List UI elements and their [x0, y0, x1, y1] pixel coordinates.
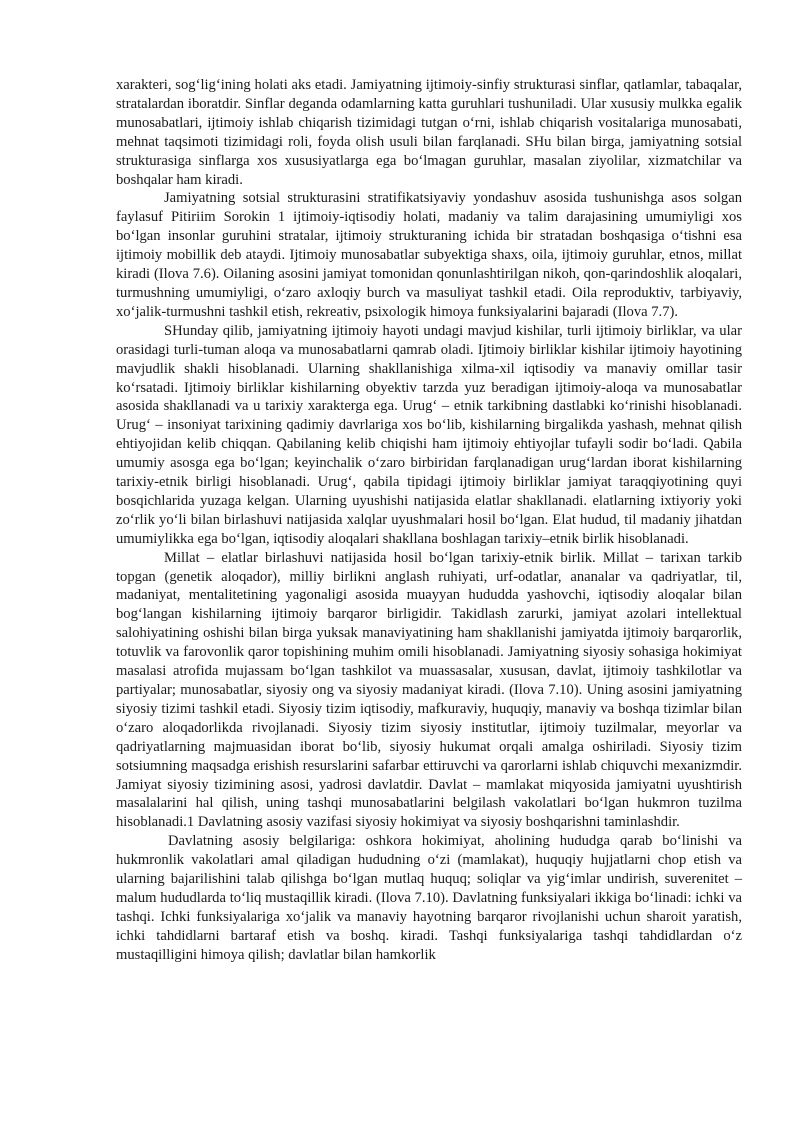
paragraph-social-structure: xarakteri, sog‘lig‘ining holati aks etadi. Jamiyatning ijtimoiy-sinfiy strukturasi sinflar, qatlamlar, tabaqalar, stratalardan iboratdir. Sinflar deganda odamlarning katta guruhlari tushuniladi. Ular xususiy mulkka egalik munosabatlari, ijtimoiy ishlab chiqarish tizimidagi tutgan o‘rni, ishlab chiqarish vositalariga munosabati, mehnat taqsimoti tizimidagi roli, foyda olish usuli bilan farqlanadi. SHu bilan birga, jamiyatning sotsial strukturasiga sinflarga xos xususiyatlarga ega bo‘lmagan guruhlar, masalan ziyolilar, xizmatchilar va boshqalar ham kiradi.: [116, 77, 742, 188]
paragraph-social-communities: SHunday qilib, jamiyatning ijtimoiy hayoti undagi mavjud kishilar, turli ijtimoiy birliklar, va ular orasidagi turli-tuman aloqa va munosabatlarni qamrab oladi. Ijtimoiy birliklar kishilar ijtimoiy hayotining mavjudlik shakli hisoblanadi. Ularning shakllanishiga xilma-xil iqtisodiy va manaviy omillar tasir ko‘rsatadi. Ijtimoiy birliklar kishilarning obyektiv tarzda yuz beradigan ijtimoiy-aloqa va munosabatlar asosida shakllanadi va u tarixiy xarakterga ega. Urug‘ – etnik tarkibning dastlabki ko‘rinishi hisoblanadi. Urug‘ – insoniyat tarixining qadimiy davrlariga xos bo‘lib, kishilarning birgalikda yashash, mehnat qilish ehtiyojidan kelib chiqqan. Qabilaning kelib chiqishi ham ijtimoiy ehtiyojlar tufayli sodir bo‘ladi. Qabila umumiy asosga ega bo‘lgan; keyinchalik o‘zaro birbiridan farqlanadigan urug‘lardan iborat kishilarning tarixiy-etnik birligi hisoblanadi. Urug‘, qabila tipidagi ijtimoiy birliklar jamiyat taraqqiyotining quyi bosqichlarida yuzaga kelgan. Ularning uyushishi natijasida elatlar shakllanadi. elatlarning ixtiyoriy yoki zo‘rlik yo‘li bilan birlashuvi natijasida xalqlar uyushmalari hosil bo‘lgan. Elat hudud, til madaniy jihatdan umumiylikka ega bo‘lgan, iqtisodiy aloqalari shakllana boshlagan tarixiy–etnik birlik hisoblanadi.: [116, 322, 742, 547]
paragraph-stratification: Jamiyatning sotsial strukturasini stratifikatsiyaviy yondashuv asosida tushunishga asos solgan faylasuf Pitiriim Sorokin 1 ijtimoiy-iqtisodiy holati, madaniy va talim darajasining umumiyligi xos bo‘lgan insonlar guruhini stratalar, ijtimoiy strukturaning ichida bir stratadan boshqasiga o‘tishni esa ijtimoiy mobillik deb ataydi. Ijtimoiy munosabatlar subyektiga shaxs, oila, ijtimoiy guruhlar, etnos, millat kiradi (Ilova 7.6). Oilaning asosini jamiyat tomonidan qonunlashtirilgan nikoh, qon-qarindoshlik aloqalari, turmushning umumiyligi, o‘zaro axloqiy burch va masuliyat tashkil etadi. Oila reproduktiv, tarbiyaviy, xo‘jalik-turmushni tashkil etish, rekreativ, psixologik himoya funksiyalarini bajaradi (Ilova 7.7).: [116, 190, 742, 320]
document-page: [116, 76, 742, 965]
paragraph-nation-and-state: Millat – elatlar birlashuvi natijasida hosil bo‘lgan tarixiy-etnik birlik. Millat – tarixan tarkib topgan (genetik aloqador), milliy birlikni anglash ruhiyati, urf-odatlar, ananalar va qadriyatlar, til, madaniyat, mentalitetining yagonaligi asosida muayyan hududda yashovchi, iqtisodiy aloqalar bilan bog‘langan kishilarning ijtimoiy barqaror birligidir. Takidlash zarurki, jamiyat azolari intellektual salohiyatining oshishi bilan birga yuksak manaviyatining ham shakllanishi jamiyatda ijtimoiy barqarorlik, totuvlik va farovonlik qaror topishining muhim omili hisoblanadi. Jamiyatning siyosiy sohasiga hokimiyat masalasi atrofida mujassam bo‘lgan tashkilot va muassasalar, xususan, davlat, ijtimoiy tashkilotlar va partiyalar; munosabatlar, siyosiy ong va siyosiy madaniyat kiradi. (Ilova 7.10). Uning asosini jamiyatning siyosiy tizimi tashkil etadi. Siyosiy tizim iqtisodiy, mafkuraviy, huquqiy, manaviy va boshqa tizimlar bilan o‘zaro aloqadorlikda rivojlanadi. Siyosiy tizim siyosiy institutlar, ijtimoiy tuzilmalar, meyorlar va qadriyatlarning majmuasidan iborat bo‘lib, siyosiy hukumat orqali amalga oshiriladi. Siyosiy tizim sotsiumning maqsadga erishish resurslarini safarbar ettiruvchi va qarorlarni ishlab chiquvchi mexanizmdir. Jamiyat siyosiy tizimining asosi, yadrosi davlatdir. Davlat – mamlakat miqyosida jamiyatni uyushtirish masalalarini hal qilish, uning tashqi munosabatlarini belgilash vakolatlari bo‘lgan hukmron tuzilma hisoblanadi.1 Davlatning asosiy vazifasi siyosiy hokimiyat va siyosiy boshqarishni taminlashdir.: [116, 549, 742, 831]
paragraph-state-features: Davlatning asosiy belgilariga: oshkora hokimiyat, aholining hududga qarab bo‘linishi va hukmronlik vakolatlari amal qiladigan hududning o‘zi (mamlakat), huquqiy hujjatlarni chop etish va ularning bajarilishini talab qilishga bo‘lgan mutlaq huquq; soliqlar va yig‘imlar undirish, suverenitet – malum hududlarda to‘liq mustaqillik kiradi. (Ilova 7.10). Davlatning funksiyalari ikkiga bo‘linadi: ichki va tashqi. Ichki funksiyalariga xo‘jalik va manaviy hayotning barqaror rivojlanishi uchun sharoit yaratish, ichki tahdidlarni bartaraf etish va boshq. kiradi. Tashqi funksiyalariga tashqi tahdidlardan o‘z mustaqilligini himoya qilish; davlatlar bilan hamkorlik: [116, 833, 742, 963]
